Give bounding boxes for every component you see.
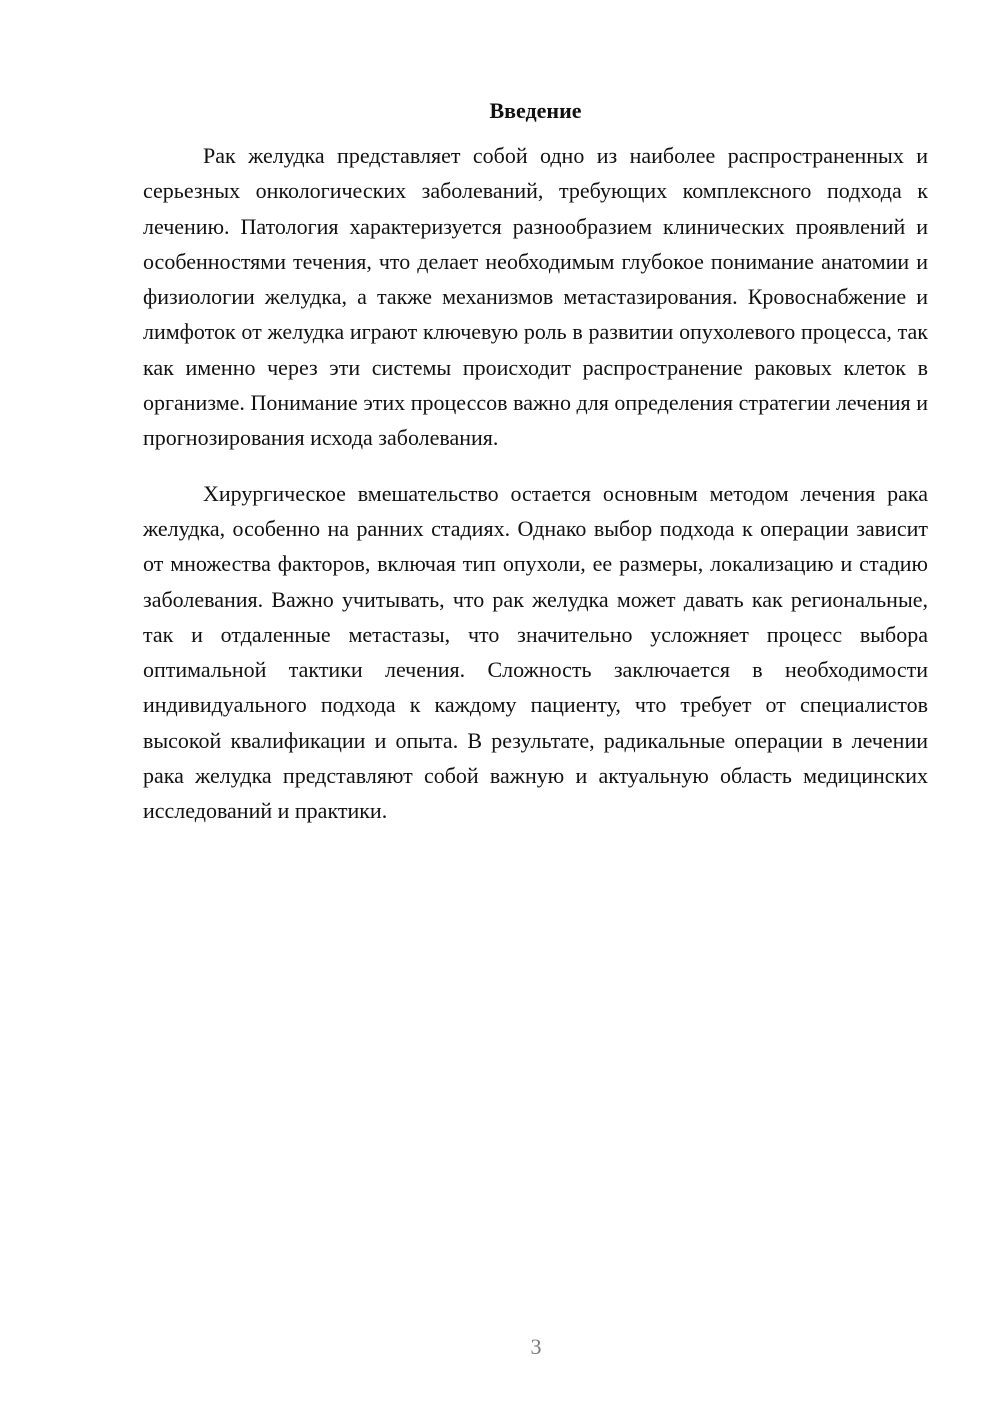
paragraph-1: Рак желудка представляет собой одно из наиболее распространенных и серьезных онкологических заболеваний, требующих комплексного подхода к лечению. Патология характеризуется разнообразием клинических проявлений и особенностями течения, что делает необходимым глубокое понимание анатомии и физиологии желудка, а также механизмов метастазирования. Кровоснабжение и лимфоток от желудка играют ключевую роль в развитии опухолевого процесса, так как именно через эти системы происходит распространение раковых клеток в организме. Понимание этих процессов важно для определения стратегии лечения и прогнозирования исхода заболевания. xyxy=(143,143,928,451)
paragraph-2: Хирургическое вмешательство остается основным методом лечения рака желудка, особенно на ранних стадиях. Однако выбор подхода к операции зависит от множества факторов, включая тип опухоли, ее размеры, локализацию и стадию заболевания. Важно учитывать, что рак желудка может давать как региональные, так и отдаленные метастазы, что значительно усложняет процесс выбора оптимальной тактики лечения. Сложность заключается в необходимости индивидуального подхода к каждому пациенту, что требует от специалистов высокой квалификации и опыта. В результате, радикальные операции в лечении рака желудка представляют собой важную и актуальную область медицинских исследований и практики. xyxy=(143,480,928,824)
section-heading: Введение xyxy=(489,98,582,123)
page-number: 3 xyxy=(530,1334,542,1359)
page-content xyxy=(143,96,928,829)
